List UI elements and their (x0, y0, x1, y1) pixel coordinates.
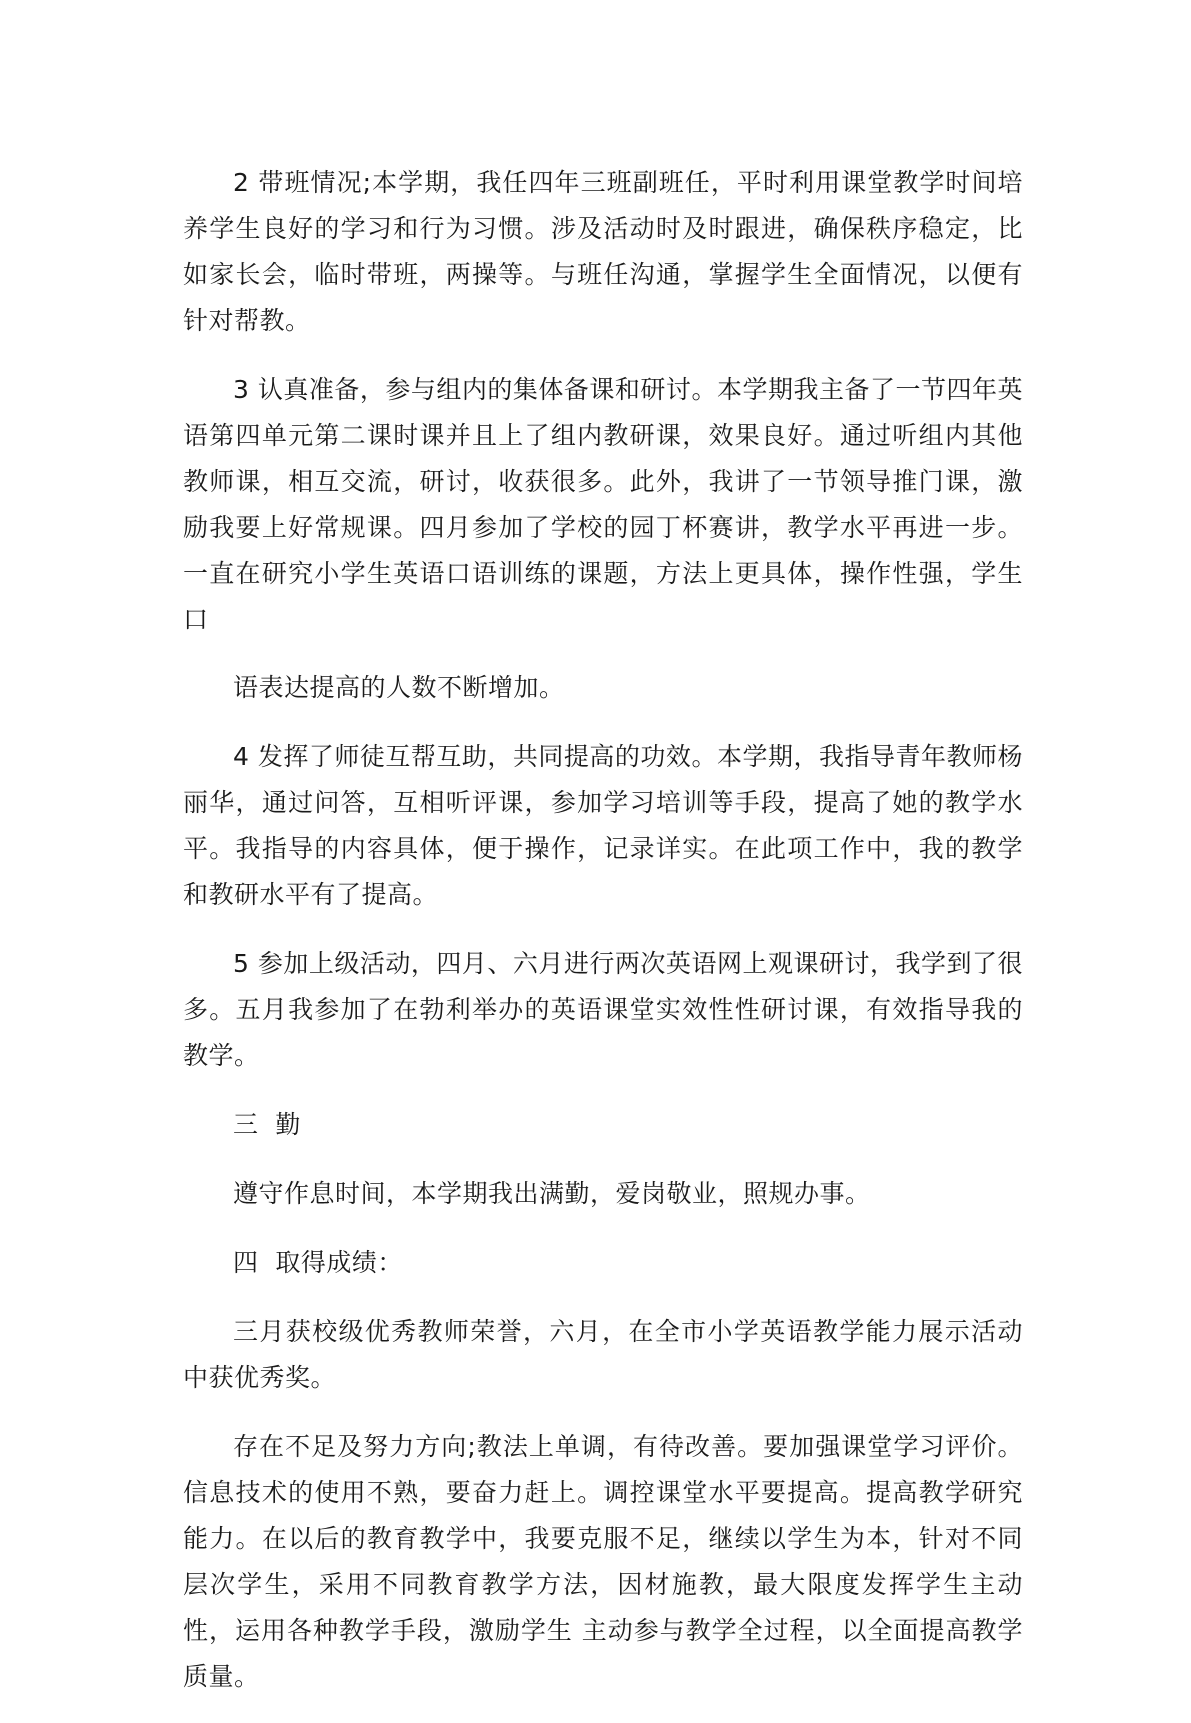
paragraph-attendance: 遵守作息时间，本学期我出满勤，爱岗敬业，照规办事。 (233, 1179, 871, 1208)
paragraph-improvement: 存在不足及努力方向;教法上单调，有待改善。要加强课堂学习评价。信息技术的使用不熟，要奋力赶上。调控课堂水平要提高。提高教学研究能力。在以后的教育教学中，我要克服不足，继续以学生为本，针对不同层次学生，采用不同教育教学方法，因材施教，最大限度发挥学生主动性，运用各种教学手段，激励学生 主动参与教学全过程，以全面提高教学质量。 (183, 1432, 1023, 1691)
section-heading-achievements: 四 取得成绩： (233, 1248, 403, 1277)
document-body (183, 160, 1023, 1723)
paragraph-lesson-prep-continued: 语表达提高的人数不断增加。 (233, 673, 565, 702)
section-heading-attendance: 三 勤 (233, 1110, 301, 1139)
paragraph-activities: 5 参加上级活动，四月、六月进行两次英语网上观课研讨，我学到了很多。五月我参加了在勃利举办的英语课堂实效性性研讨课，有效指导我的教学。 (183, 949, 1023, 1070)
paragraph-mentoring: 4 发挥了师徒互帮互助，共同提高的功效。本学期，我指导青年教师杨丽华，通过问答，互相听评课，参加学习培训等手段，提高了她的教学水平。我指导的内容具体，便于操作，记录详实。在此项工作中，我的教学和教研水平有了提高。 (183, 742, 1023, 909)
paragraph-lesson-prep: 3 认真准备，参与组内的集体备课和研讨。本学期我主备了一节四年英语第四单元第二课时课并且上了组内教研课，效果良好。通过听组内其他教师课，相互交流，研讨，收获很多。此外，我讲了一节领导推门课，激励我要上好常规课。四月参加了学校的园丁杯赛讲，教学水平再进一步。一直在研究小学生英语口语训练的课题，方法上更具体，操作性强，学生口 (183, 375, 1023, 634)
paragraph-achievements: 三月获校级优秀教师荣誉，六月，在全市小学英语教学能力展示活动中获优秀奖。 (183, 1317, 1023, 1392)
paragraph-class-duty: 2 带班情况;本学期，我任四年三班副班任，平时利用课堂教学时间培养学生良好的学习和行为习惯。涉及活动时及时跟进，确保秩序稳定，比如家长会，临时带班，两操等。与班任沟通，掌握学生全面情况，以便有针对帮教。 (183, 168, 1023, 335)
